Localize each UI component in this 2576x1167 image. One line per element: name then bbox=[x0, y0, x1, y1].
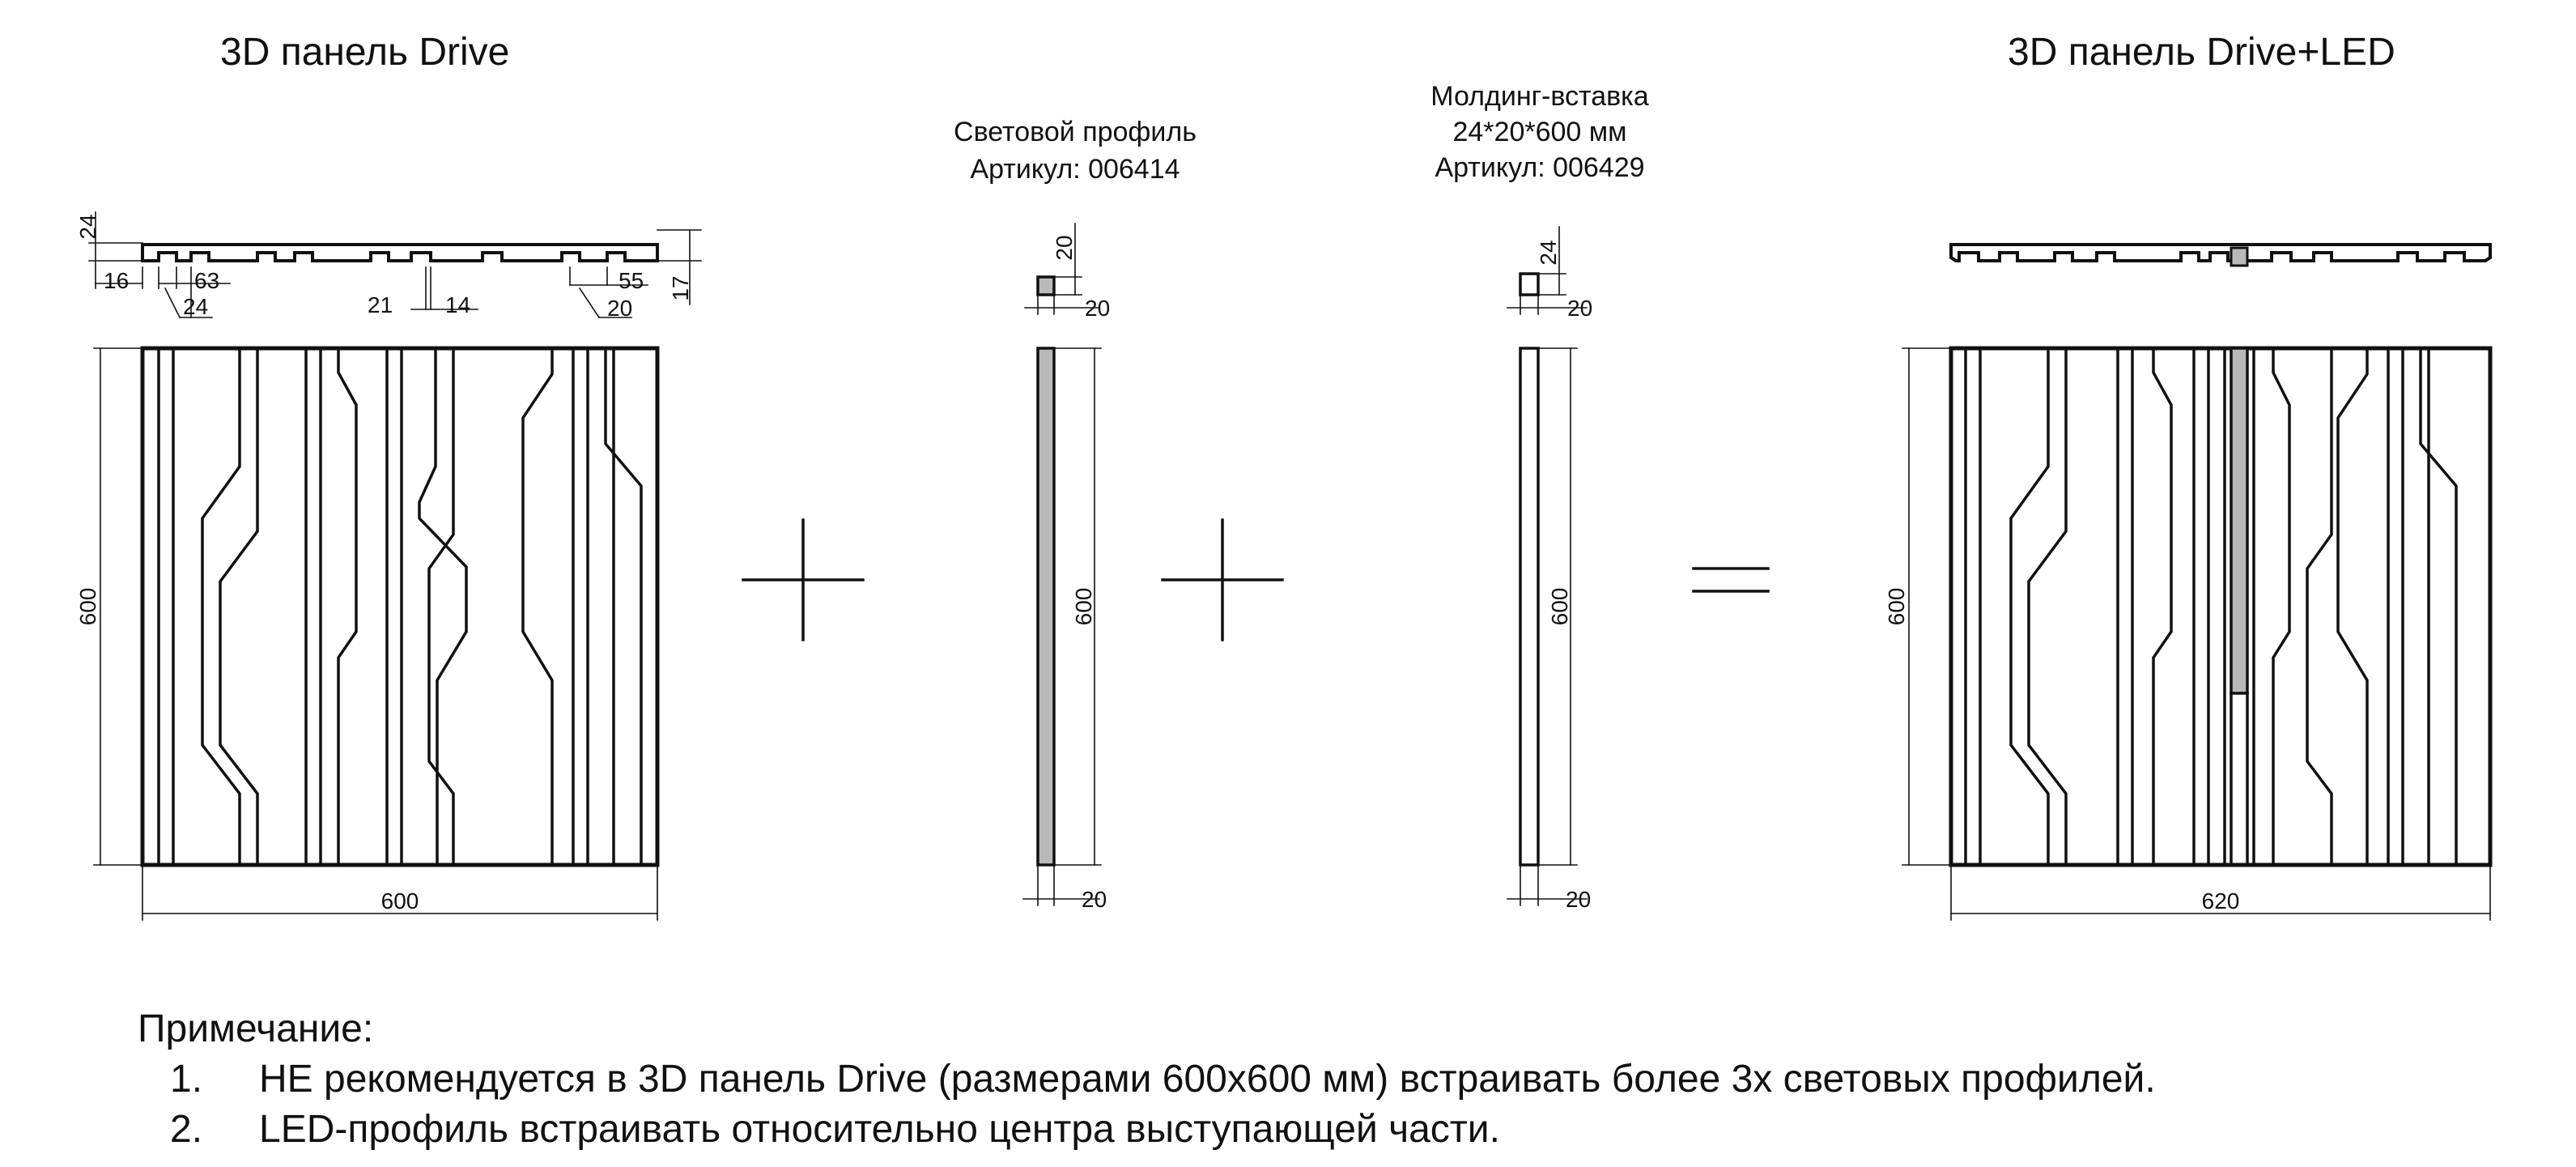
molding-front bbox=[1520, 348, 1538, 865]
notes-heading: Примечание: bbox=[138, 1007, 374, 1050]
dim-left-e: 14 bbox=[445, 292, 471, 317]
dim-right-width: 620 bbox=[2201, 888, 2240, 914]
note-number: 1. bbox=[170, 1058, 203, 1101]
light-profile-section bbox=[1038, 277, 1054, 295]
molding-size: 24*20*600 мм bbox=[1452, 117, 1627, 147]
dim-profile-h: 20 bbox=[1052, 235, 1077, 261]
molding-name: Молдинг-вставка bbox=[1430, 81, 1649, 112]
dim-left-height: 600 bbox=[75, 587, 100, 626]
note-item bbox=[138, 1054, 2156, 1105]
profile-article: Артикул: 006414 bbox=[970, 154, 1180, 185]
dim-left-rib: 17 bbox=[668, 275, 693, 301]
profile-name: Световой профиль bbox=[954, 117, 1197, 147]
dim-molding-w: 20 bbox=[1567, 296, 1593, 321]
right-section-led-insert bbox=[2231, 248, 2247, 266]
plus-operator-1 bbox=[743, 520, 863, 640]
note-number: 2. bbox=[170, 1108, 203, 1151]
right-panel-title: 3D панель Drive+LED bbox=[2008, 31, 2395, 74]
dim-left-c: 24 bbox=[183, 294, 209, 319]
right-panel-drawing bbox=[1902, 245, 2490, 920]
dim-molding-bottom: 20 bbox=[1566, 887, 1592, 912]
right-panel-frame bbox=[1951, 348, 2490, 865]
dim-profile-len: 600 bbox=[1071, 587, 1096, 626]
plus-operator-2 bbox=[1163, 520, 1282, 640]
right-panel-grooves bbox=[1966, 348, 2456, 865]
dim-left-b: 63 bbox=[194, 268, 220, 293]
dim-profile-bottom: 20 bbox=[1082, 887, 1107, 912]
dim-left-f: 55 bbox=[618, 268, 644, 293]
left-panel-title: 3D панель Drive bbox=[220, 31, 510, 74]
note-item bbox=[138, 1105, 2156, 1155]
dim-left-d: 21 bbox=[368, 292, 393, 317]
dim-profile-w: 20 bbox=[1085, 296, 1111, 321]
light-profile-drawing bbox=[1023, 224, 1101, 905]
note-text: LED-профиль встраивать относительно центра выступающей части. bbox=[259, 1108, 1500, 1151]
equals-operator bbox=[1694, 569, 1768, 591]
dim-left-thickness: 24 bbox=[75, 214, 100, 240]
dim-left-width: 600 bbox=[380, 888, 419, 914]
dim-left-g: 20 bbox=[607, 296, 633, 321]
left-panel-grooves bbox=[159, 348, 641, 865]
dim-molding-h: 24 bbox=[1536, 240, 1561, 266]
dim-molding-len: 600 bbox=[1547, 587, 1572, 626]
right-panel-led-strip bbox=[2231, 348, 2247, 693]
right-section-profile bbox=[1951, 245, 2490, 261]
molding-article: Артикул: 006429 bbox=[1435, 152, 1645, 183]
dim-right-height: 600 bbox=[1884, 587, 1909, 626]
left-section-profile bbox=[142, 245, 657, 261]
molding-insert-drawing bbox=[1507, 227, 1587, 905]
molding-section bbox=[1520, 274, 1538, 295]
dim-left-a: 16 bbox=[104, 268, 130, 293]
light-profile-front bbox=[1038, 348, 1054, 865]
notes-section bbox=[138, 1004, 2156, 1155]
note-text: НЕ рекомендуется в 3D панель Drive (размерами 600х600 мм) встраивать более 3х световых профилей. bbox=[259, 1058, 2156, 1101]
